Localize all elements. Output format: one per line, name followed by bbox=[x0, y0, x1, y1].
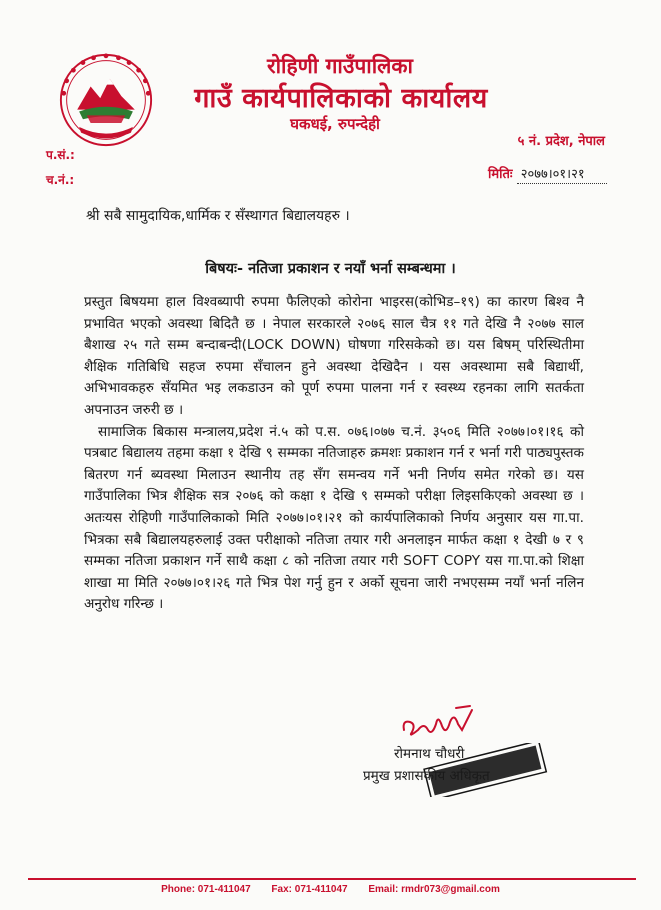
municipality-name: रोहिणी गाउँपालिका bbox=[267, 54, 413, 78]
patra-sankhya-label: प.सं.: bbox=[46, 148, 75, 162]
chalani-number-label: च.नं.: bbox=[46, 173, 75, 187]
body-paragraph-2: सामाजिक बिकास मन्त्रालय,प्रदेश नं.५ को प.स. ०७६।०७७ च.नं. ३५०६ मिति २०७७।०१।१६ को पत्रबाट बिद्यालय तहमा कक्षा १ देखि ९ सम्मका नतिजाहरु क्रमशः प्रकाशन गर्न र भर्ना गरी पाठ्यपुस्तक बितरण गर्न ब्यवस्था मिलाउन स्थानीय तह सँग समन्वय गर्ने भनी निर्णय समेत गरेको छ। यस गाउँपालिका भित्र शैक्षिक सत्र २०७६ को कक्षा १ देखि ९ सम्मको परीक्षा लिइसकिएको अवस्था छ ।अतःयस रोहिणी गाउँपालिकाको मिति २०७७।०१।२१ को कार्यपालिकाको निर्णय अनुसार यस गा.पा. भित्रका सबै बिद्यालयहरुलाई उक्त परीक्षाको नतिजा तयार गरी अनलाइन मार्फत कक्षा १ देखी ७ र ९ सम्मका नतिजा प्रकाशन गर्ने साथै कक्षा ८ को नतिजा तयार गरी SOFT COPY यस गा.पा.को शिक्षा शाखा मा मिति २०७७।०१।२६ गते भित्र पेश गर्नु हुन र अर्को सूचना जारी नभएसम्म नयाँ भर्ना नलिन अनुरोध गरिन्छ । bbox=[84, 423, 584, 613]
body-paragraph-1: प्रस्तुत बिषयमा हाल विश्वब्यापी रुपमा फैलिएको कोरोना भाइरस(कोभिड–१९) का कारण बिश्व नै प्रभावित भएको अवस्था बिदितै छ । नेपाल सरकारले २०७६ साल चैत्र ११ गते देखि नै २०७७ साल बैशाख २५ गते सम्म बन्दाबन्दी(LOCK DOWN) घोषणा गरिसकेको छ। यस बिषम् परिस्थितीमा शैक्षिक गतिबिधि सहज रुपमा सँचालन हुने अवस्था देखिदैन । यस अवस्थामा सबै बिद्यार्थी, अभिभावकहरु सँयमित भइ लकडाउन को पूर्ण रुपमा पालना गर्न र स्वस्थ्य रहनका लागि सतर्कता अपनाउन जरुरी छ । bbox=[84, 294, 584, 418]
letter-body bbox=[84, 292, 584, 616]
footer-divider bbox=[28, 878, 636, 880]
date-value: २०७७।०१।२१ bbox=[517, 164, 607, 184]
date-field bbox=[488, 164, 607, 184]
handwritten-signature bbox=[398, 700, 478, 744]
footer-phone: Phone: 071-411047 bbox=[161, 884, 251, 895]
office-name: गाउँ कार्यपालिकाको कार्यालय bbox=[194, 83, 488, 114]
footer-email: Email: rmdr073@gmail.com bbox=[368, 884, 500, 895]
recipient-line: श्री सबै सामुदायिक,धार्मिक र सँस्थागत बिद्यालयहरु । bbox=[86, 208, 350, 224]
signatory-title: प्रमुख प्रशासकीय अधिकृत bbox=[363, 768, 490, 784]
province-label: ५ नं. प्रदेश, नेपाल bbox=[517, 134, 605, 149]
footer-contact bbox=[0, 884, 661, 895]
date-label: मितिः bbox=[488, 167, 513, 182]
office-address: घकधई, रुपन्देही bbox=[290, 115, 380, 133]
subject-label: बिषयः- bbox=[205, 261, 243, 277]
subject-text: नतिजा प्रकाशन र नयाँ भर्ना सम्बन्धमा । bbox=[248, 261, 456, 277]
footer-fax: Fax: 071-411047 bbox=[271, 884, 348, 895]
nepal-government-emblem-icon bbox=[58, 52, 154, 148]
signatory-name: रोमनाथ चौधरी bbox=[394, 746, 465, 762]
subject-line bbox=[0, 258, 661, 278]
